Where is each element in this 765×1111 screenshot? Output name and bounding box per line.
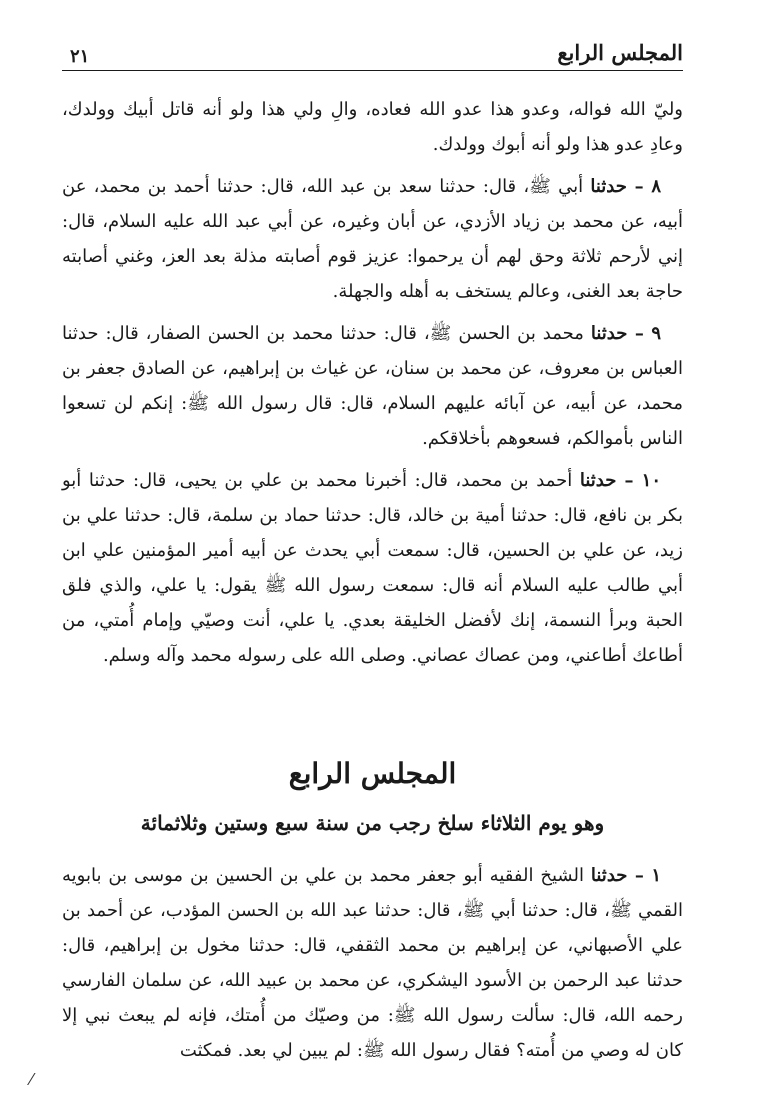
session-body-text <box>62 858 683 1075</box>
running-title: المجلس الرابع <box>557 40 683 65</box>
hadith-9 <box>62 316 683 456</box>
session-hadith-1 <box>62 858 683 1068</box>
hadith-8 <box>62 169 683 309</box>
page-number: ٢١ <box>70 46 90 67</box>
paragraph-continuation <box>62 92 683 162</box>
body-text <box>62 92 683 680</box>
hadith-10 <box>62 463 683 673</box>
running-header <box>62 38 683 71</box>
hadith-heading: ١٠ – حدثنا <box>579 470 661 491</box>
session-title: المجلس الرابع <box>288 757 457 790</box>
hadith-text: الشيخ الفقيه أبو جعفر محمد بن علي بن الحسين بن موسى بن بابويه القمي ﷺ، قال: حدثنا أبي ﷺ، قال: حدثنا عبد الله بن الحسن المؤدب، عن أحمد بن علي الأصبهاني، عن إبراهيم بن محمد الثقفي، قال: حدثنا مخول بن إبراهيم، قال: حدثنا عبد الرحمن بن الأسود اليشكري، عن محمد بن عبيد الله، عن سلمان الفارسي رحمه الله، قال: سألت رسول الله ﷺ: من وصيّك من أُمتك، فإنه لم يبعث نبي إلا كان له وصي من أُمته؟ فقال رسول الله ﷺ: لم يبين لي بعد. فمكثت <box>62 865 683 1061</box>
hadith-heading: ٨ – حدثنا <box>590 176 661 197</box>
session-subtitle: وهو يوم الثلاثاء سلخ رجب من سنة سبع وستين وثلاثمائة <box>140 811 605 835</box>
hadith-heading: ٩ – حدثنا <box>590 323 661 344</box>
hadith-text: أحمد بن محمد، قال: أخبرنا محمد بن علي بن يحيى، قال: حدثنا أبو بكر بن نافع، قال: حدثنا أمية بن خالد، قال: حدثنا حماد بن سلمة، قال: حدثنا علي بن زيد، عن علي بن الحسين، قال: سمعت أبي يحدث عن أبيه أمير المؤمنين علي ابن أبي طالب عليه السلام أنه قال: سمعت رسول الله ﷺ يقول: يا علي، والذي فلق الحبة وبرأ النسمة، إنك لأفضل الخليقة بعدي. يا علي، أنت وصيّي وإمام أُمتي، من أطاعك أطاعني، ومن عصاك عصاني. وصلى الله على رسوله محمد وآله وسلم. <box>62 470 683 666</box>
hadith-text: أبي ﷺ، قال: حدثنا سعد بن عبد الله، قال: حدثنا أحمد بن محمد، عن أبيه، عن محمد بن زياد الأزدي، عن أبان وغيره، عن أبي عبد الله عليه السلام، قال: إني لأرحم ثلاثة وحق لهم أن يرحموا: عزيز قوم أصابته مذلة بعد العز، وغني أصابته حاجة بعد الغنى، وعالم يستخف به أهله والجهلة. <box>62 176 683 302</box>
corner-mark: ⁄ <box>30 1070 33 1089</box>
hadith-heading: ١ – حدثنا <box>590 865 661 886</box>
paragraph-text: وليّ الله فواله، وعدو هذا عدو الله فعاده، والِ ولي هذا ولو أنه قاتل أبيك وولدك، وعادِ عدو هذا ولو أنه أبوك وولدك. <box>62 99 683 155</box>
hadith-text: محمد بن الحسن ﷺ، قال: حدثنا محمد بن الحسن الصفار، قال: حدثنا العباس بن معروف، عن محمد بن سنان، عن غياث بن إبراهيم، عن الصادق جعفر بن محمد، عن أبيه، عن آبائه عليهم السلام، قال: قال رسول الله ﷺ: إنكم لن تسعوا الناس بأموالكم، فسعوهم بأخلاقكم. <box>62 323 683 449</box>
